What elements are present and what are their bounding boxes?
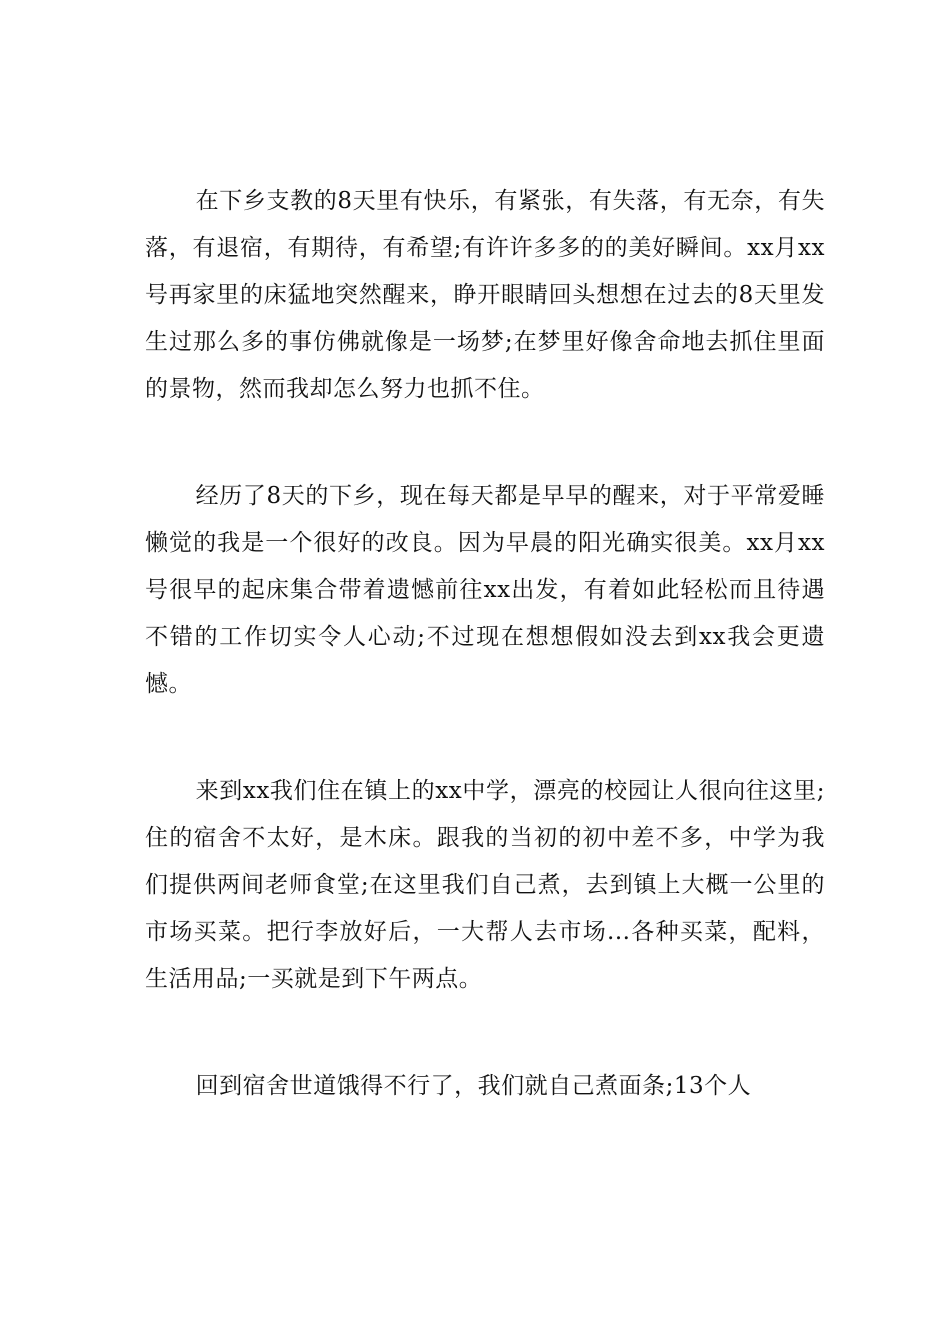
paragraph-2: 经历了8天的下乡，现在每天都是早早的醒来，对于平常爱睡懒觉的我是一个很好的改良。因为早晨的阳光确实很美。xx月xx号很早的起床集合带着遗憾前往xx出发，有着如此轻松而且待遇不错的工作切实令人心动;不过现在想想假如没去到xx我会更遗憾。 [145, 483, 825, 697]
paragraph-gap [145, 1003, 825, 1063]
paragraph-gap [145, 708, 825, 768]
document-body [145, 178, 825, 1110]
paragraph-4: 回到宿舍世道饿得不行了，我们就自己煮面条;13个人 [195, 1073, 752, 1099]
paragraph-1: 在下乡支教的8天里有快乐，有紧张，有失落，有无奈，有失落，有退宿，有期待，有希望;有许许多多的的美好瞬间。xx月xx号再家里的床猛地突然醒来，睁开眼睛回头想想在过去的8天里发生过那么多的事仿佛就像是一场梦;在梦里好像舍命地去抓住里面的景物，然而我却怎么努力也抓不住。 [145, 188, 825, 402]
paragraph-3: 来到xx我们住在镇上的xx中学，漂亮的校园让人很向往这里;住的宿舍不太好，是木床。跟我的当初的初中差不多，中学为我们提供两间老师食堂;在这里我们自己煮，去到镇上大概一公里的市场买菜。把行李放好后，一大帮人去市场...各种买菜，配料，生活用品;一买就是到下午两点。 [145, 778, 825, 992]
paragraph-gap [145, 413, 825, 473]
